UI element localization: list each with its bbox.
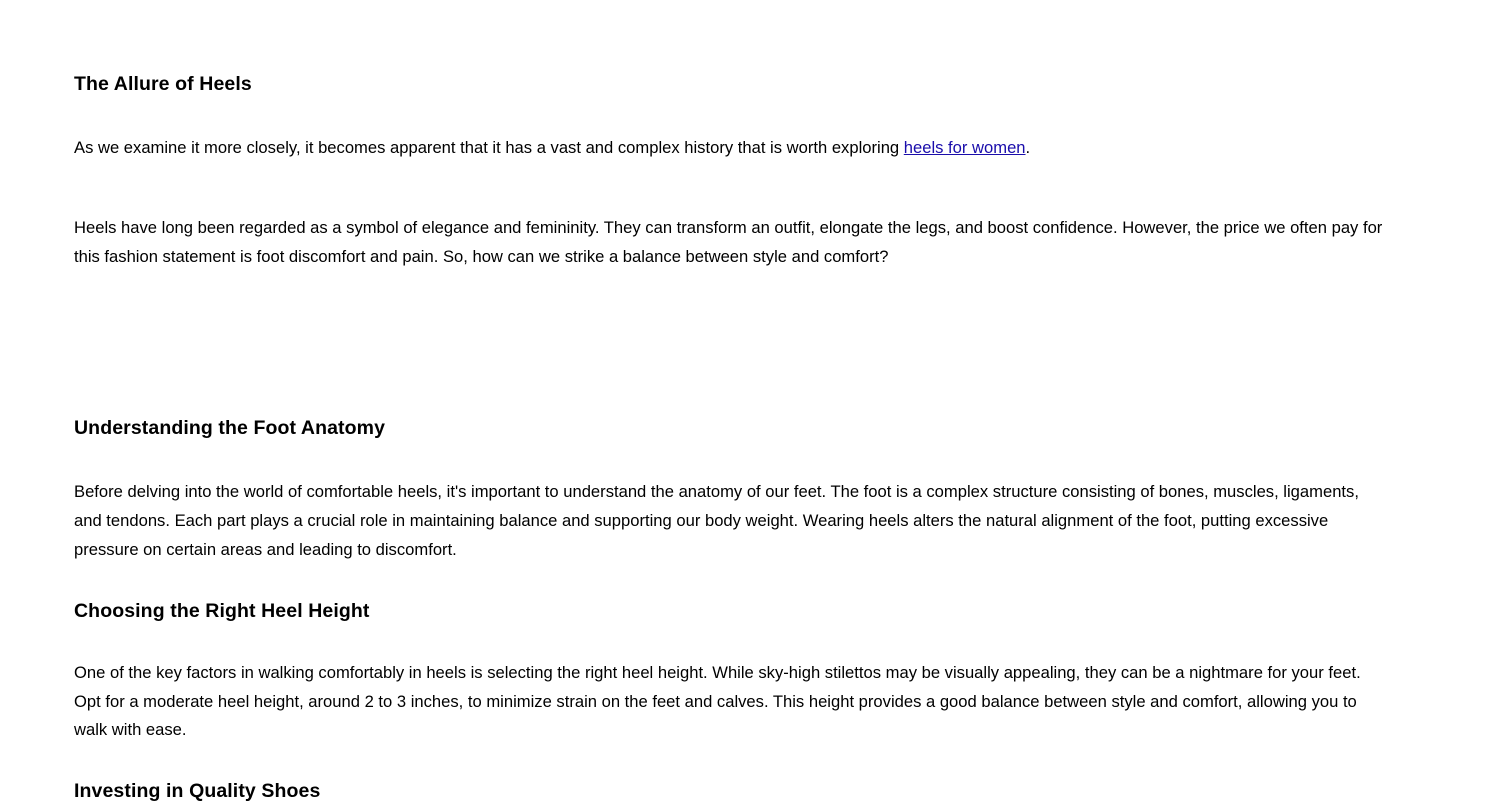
article-content [74, 0, 1384, 803]
heading-understanding-the-foot-anatomy: Understanding the Foot Anatomy [74, 417, 386, 440]
paragraph-intro-text-after-link: . [1025, 138, 1031, 157]
spacer-paragraph-to-heading-3 [74, 565, 1384, 599]
top-spacer [74, 0, 1384, 72]
blank-media-slot [74, 271, 1384, 416]
link-heels-for-women[interactable]: heels for women [903, 138, 1026, 157]
spacer-paragraph-to-heading-4 [74, 745, 1384, 779]
paragraph-allure-body: Heels have long been regarded as a symbol of elegance and femininity. They can transform an outfit, elongate the legs, and boost confidence. However, the price we often pay for this fashion statement is foot discomfort and pain. So, how can we strike a balance between style and comfort? [74, 217, 1383, 266]
heading-choosing-the-right-heel-height: Choosing the Right Heel Height [74, 599, 370, 622]
spacer-heading-to-paragraph [74, 96, 1384, 134]
paragraph-intro [74, 134, 1384, 163]
spacer-heading-to-paragraph-3 [74, 623, 1384, 659]
paragraph-heel-height: One of the key factors in walking comfortably in heels is selecting the right heel height. While sky-high stilettos may be visually appealing, they can be a nightmare for your feet. Opt for a moderate heel height, around 2 to 3 inches, to minimize strain on the feet and calves. This height provides a good balance between style and comfort, allowing you to walk with ease. [74, 662, 1361, 740]
paragraph-intro-text-before-link: As we examine it more closely, it becomes apparent that it has a vast and complex history that is worth exploring [74, 138, 904, 157]
spacer-paragraph-gap [74, 163, 1384, 214]
heading-the-allure-of-heels: The Allure of Heels [74, 73, 252, 95]
heading-investing-in-quality-shoes: Investing in Quality Shoes [74, 780, 321, 803]
paragraph-foot-anatomy: Before delving into the world of comfortable heels, it's important to understand the anatomy of our feet. The foot is a complex structure consisting of bones, muscles, ligaments, and tendons. Each part plays a crucial role in maintaining balance and supporting our body weight. Wearing heels alters the natural alignment of the foot, putting excessive pressure on certain areas and leading to discomfort. [74, 482, 1359, 559]
spacer-heading-to-paragraph-2 [74, 440, 1384, 478]
